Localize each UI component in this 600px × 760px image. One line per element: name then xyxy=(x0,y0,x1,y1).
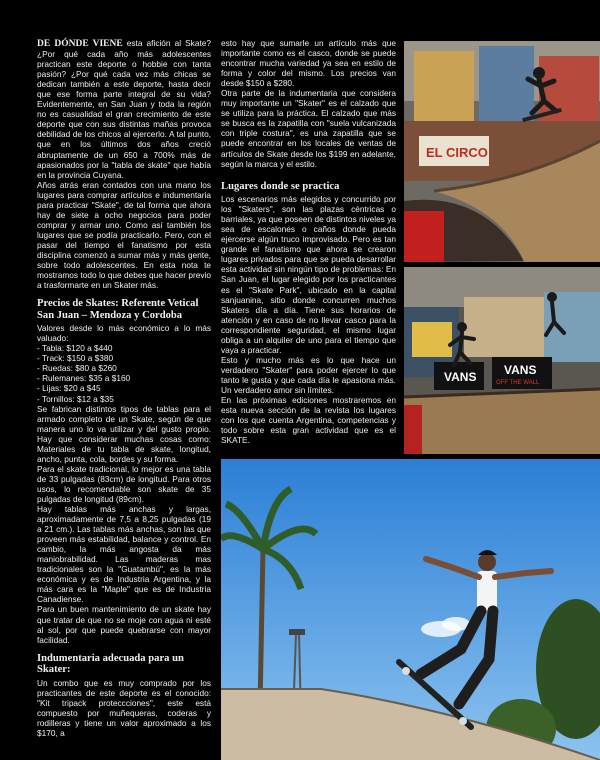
places-paragraph-3: En las próximas ediciones mostraremos en esta nueva sección de la revista los lugares con los que cuenta Argentina, competencias y todo sobre esta gran actividad que es el SKATE. xyxy=(221,395,396,446)
lead-in: DE DÓNDE VIENE xyxy=(37,39,123,49)
clothing-heading: Indumentaria adecuada para un Skater: xyxy=(37,652,184,676)
places-heading: Lugares donde se practica xyxy=(221,180,340,192)
places-paragraph-1: Los escenarios más elegidos y concurrido por los "Skaters", son las plazas céntricas o barriales, ya que poseen de distintos niveles ya sea de escalones o caños donde pueda ejercerse algún truco improvisado. Pero es tan grande el fanatismo que ahora se crearon lugares privados para que se pueda desarrollar esta actividad sin ningún tipo de problemas: En San Juan, el lugar elegido por los practicantes es el "Skate Park", ubicado en la capital sanjuanina, sitio donde concurren muchos Skaters día a día. Tiene sus horarios de atención y en caso de no llevar casco para la correspondiente seguridad, el mismo lugar obliga a un alquiler de uno para el tiempo que vaya a practicar. xyxy=(221,194,396,355)
price-list xyxy=(37,343,211,403)
list-item: - Lijas: $20 a $45 xyxy=(37,383,101,394)
places-paragraph-2: Esto y mucho más es lo que hace un verdadero "Skater" para poder ejercer lo que tanto le gusta y que cada día le apasiona más. Un verdadero amor sin límites. xyxy=(221,354,396,395)
vans-banner-right: VANS xyxy=(504,363,537,377)
prices-paragraph-2: Para el skate tradicional, lo mejor es una tabla de 33 pulgadas (83cm) de longitud. Para otros usos, lo recomendable son skate de 35 pulgadas de longitud (89cm). xyxy=(37,463,211,504)
prices-paragraph-4: Para un buen mantenimiento de un skate hay que tratar de que no se moje con agua ni esté al sol, por que puede quebrarse con mayor facilidad. xyxy=(37,604,211,645)
skatepark-ramp-photo xyxy=(404,41,600,262)
clothing-paragraph-3: Otra parte de la indumentaria que considera muy importante un "Skater" es el calzado que se utiliza para la práctica. El calzado que más se busca es la zapatilla con "suela vulcanizada con triple costura", es una zapatilla que se puede encontrar en los locales de ventas de artículos de Skate desde los $199 en adelante, según la marca y el estilo. xyxy=(221,88,396,169)
text-column-left xyxy=(37,38,211,738)
list-item: - Track: $150 a $380 xyxy=(37,353,114,364)
prices-intro: Valores desde lo más económico a lo más valuado: xyxy=(37,323,211,344)
intro-paragraph-1: DE DÓNDE VIENE esta afición al Skate? ¿Por qué cada año más adolescentes practican este deporte o hobbie con tanta pasión? ¿Por qué cada vez más chicas se dedican también a este deporte, hasta decir que ese forma parte integral de su vida? Evidentemente, en San Juan y toda la región no es casualidad el gran crecimiento de este deporte que con sus distintas mañas provoca debilidad de los chicos al ejercerlo. A tal punto, que en los últimos dos años creció abruptamente de un 650 a 700% más de apasionados por la "tabla de skate" que había en la provincia Cuyana. xyxy=(37,38,211,180)
off-the-wall-text: OFF THE WALL xyxy=(496,380,540,386)
prices-paragraph-3: Hay tablas más anchas y largas, aproximadamente de 7,5 a 8,25 pulgadas (19 a 21 cm.). Las tablas más anchas, son las que proveen más estabilidad, balance y control. En cambio, la más angosta da más maniobrabilidad. Las maderas mas tradicionales son la "Guatambú", es la más económica y es de Industria Argentina, y la más cara es la "Maple" que es de Industria Canadiense. xyxy=(37,504,211,605)
prices-paragraph-1: Se fabrican distintos tipos de tablas para el armado completo de un Skate, según de que manera uno lo va utilizar y del gusto propio. Hay que considerar muchas cosas como: Materiales de tu tabla de skate, longitud, ancho, punta, cola, bordes y su forma. xyxy=(37,403,211,464)
list-item: - Ruedas: $80 a $260 xyxy=(37,363,117,374)
clothing-paragraph-1: Un combo que es muy comprado por los practicantes de este deporte es el conocido: "Kit tripack proteccciones", este está compuesto por muñequeras, coderas y rodilleras y tiene un valor aproximado a los $170, a xyxy=(37,677,211,738)
prices-heading: Precios de Skates: Referente Vetical San Juan – Mendoza y Cordoba xyxy=(37,298,199,321)
skater-sky-photo xyxy=(221,459,600,760)
clothing-paragraph-2: esto hay que sumarle un artículo más que importante como es el casco, donde se puede encontrar mucha variedad ya sea en estilo de forma y color del mismo. Los precios van desde $150 a $280. xyxy=(221,38,396,89)
vans-banner-left: VANS xyxy=(444,370,477,384)
intro-paragraph-2: Años atrás eran contados con una mano los lugares para comprar artículos e indumentaria para practicar "Skate", de tal forma que ahora hay de siete a ocho negocios para poder comprar y armar uno. Como así también los lugares que se podía practicarlo. Pero, con el pasar del tiempo el fanatismo por esta disciplina comenzó a sumar más y más gente, sobre todo adolescentes. En esta nota te mostramos todo lo que debes que hacer previo a trasformarte en un Skater más. xyxy=(37,179,211,291)
skatepark-vans-photo xyxy=(404,267,600,454)
list-item: - Rulemanes: $35 a $160 xyxy=(37,373,131,384)
list-item: - Tabla: $120 a $440 xyxy=(37,343,113,354)
list-item: - Tornillos: $12 a $35 xyxy=(37,393,114,404)
text-column-right xyxy=(221,38,396,445)
circo-sign: EL CIRCO xyxy=(426,145,488,160)
